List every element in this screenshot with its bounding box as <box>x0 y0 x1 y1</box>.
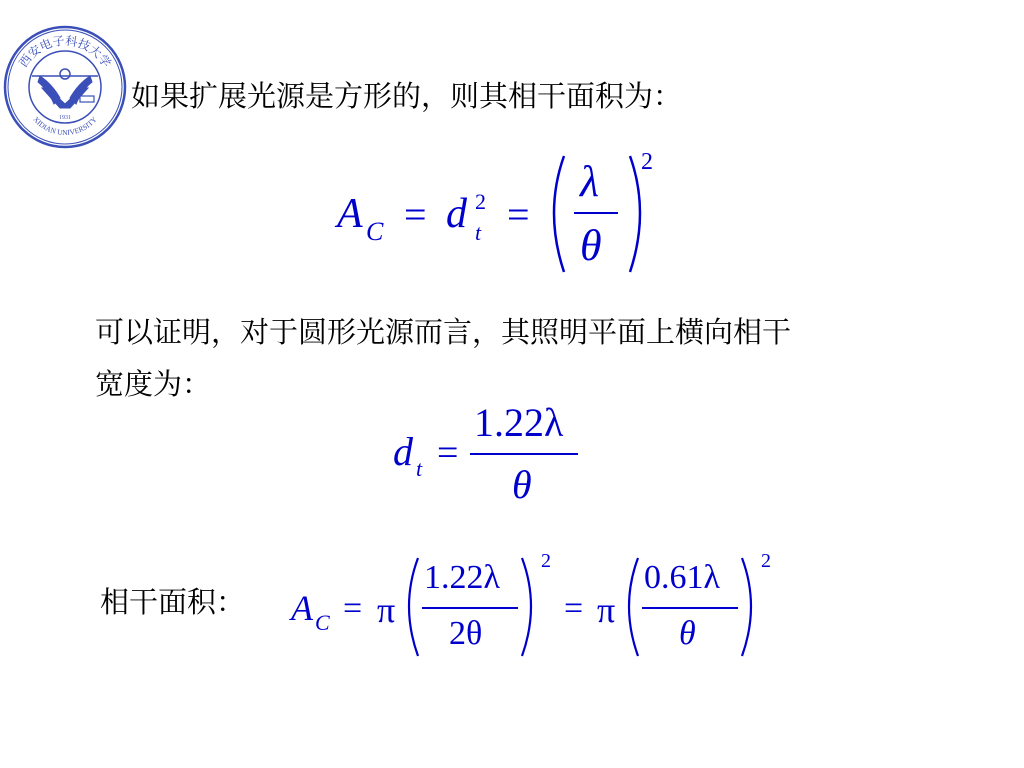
eq3-fraction-bar-a <box>422 607 518 609</box>
eq1-equals-b: = <box>507 192 530 237</box>
text-line-2: 可以证明，对于圆形光源而言，其照明平面上横向相干 <box>95 315 792 349</box>
university-logo <box>2 24 128 150</box>
eq1-fraction-bar <box>574 212 618 214</box>
eq2-fraction-bar <box>470 453 578 455</box>
eq1-numerator: λ <box>580 157 600 206</box>
eq2-t: t <box>416 456 423 481</box>
eq3-numerator-b: 0.61λ <box>644 559 720 596</box>
eq3-A: A <box>291 588 313 628</box>
eq3-equals-a: = <box>343 590 363 627</box>
eq3-fraction-bar-b <box>642 607 738 609</box>
eq3-denominator-b: θ <box>679 615 696 652</box>
eq1-C: C <box>366 217 384 246</box>
eq3-sup-b: 2 <box>761 550 771 572</box>
eq1-denominator: θ <box>580 221 602 270</box>
eq3-denominator-a: 2θ <box>449 615 483 652</box>
eq3-sup-a: 2 <box>541 550 551 572</box>
eq1-A: A <box>337 191 363 237</box>
eq1-sup2: 2 <box>475 189 486 214</box>
logo-text-top: 西安电子科技大学 <box>16 33 114 70</box>
logo-text-bottom: XIDIAN UNIVERSITY <box>31 114 99 138</box>
eq1-equals-a: = <box>404 192 427 237</box>
text-line-3: 宽度为： <box>95 367 212 401</box>
text-line-4: 相干面积： <box>100 585 246 619</box>
eq2-denominator: θ <box>512 462 532 507</box>
eq2-equals: = <box>437 432 459 474</box>
eq3-equals-b: = <box>564 590 584 627</box>
eq2-numerator: 1.22λ <box>474 400 564 445</box>
eq1-d: d <box>446 191 467 237</box>
eq2-d: d <box>393 429 413 474</box>
text-line-1: 如果扩展光源是方形的，则其相干面积为： <box>131 79 683 113</box>
eq3-C: C <box>315 610 330 635</box>
eq3-pi-b: π <box>597 590 616 630</box>
eq3-pi-a: π <box>377 590 396 630</box>
eq3-numerator-a: 1.22λ <box>424 559 500 596</box>
eq1-outer-sup: 2 <box>641 149 653 175</box>
logo-year: 1931 <box>59 115 71 121</box>
eq1-t: t <box>475 220 482 245</box>
